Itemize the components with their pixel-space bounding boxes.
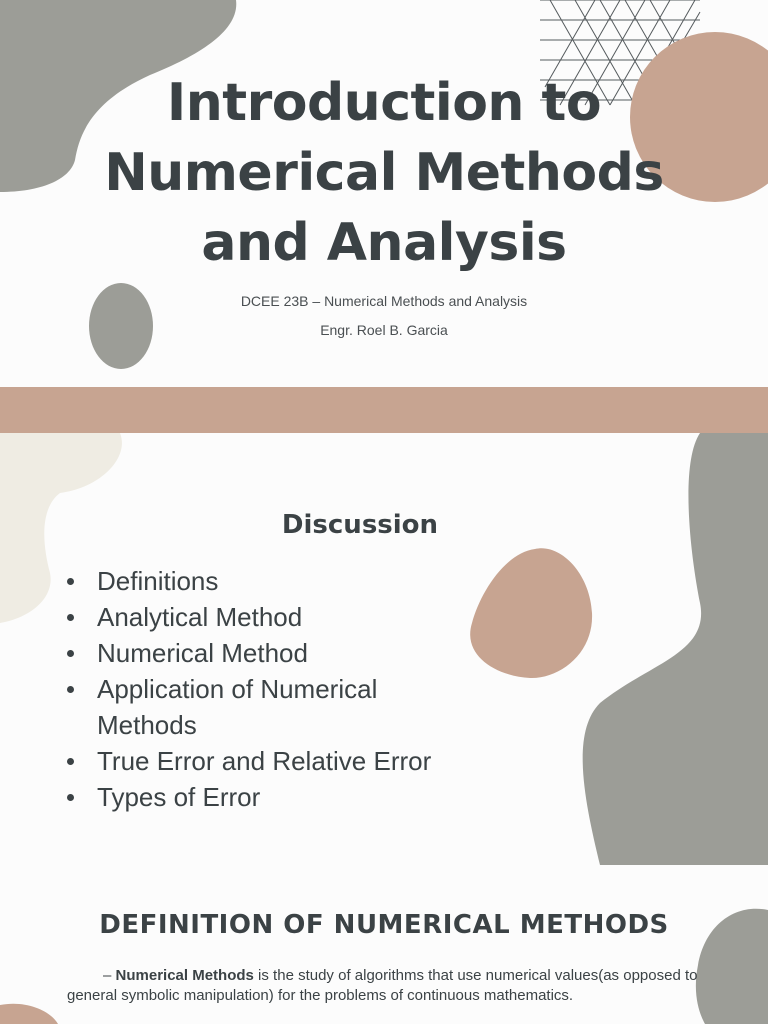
definition-text [67,966,727,1006]
definition-heading: DEFINITION OF NUMERICAL METHODS [99,910,669,940]
title-slide [0,0,768,387]
bullet-icon [67,578,74,585]
discussion-slide [0,433,768,865]
list-item-text: Types of Error [97,782,261,812]
list-item-text: Definitions [97,566,219,596]
definition-term: Numerical Methods [115,967,254,984]
instructor-name: Engr. Roel B. Garcia [320,322,448,338]
tan-blob-bottom-left [0,1004,58,1024]
bullet-icon [67,650,74,657]
bullet-icon [67,614,74,621]
course-subtitle: DCEE 23B – Numerical Methods and Analysis [240,293,528,309]
list-item-text: Numerical Method [97,638,308,668]
list-item-text: Application of Numerical Methods [97,674,378,740]
presentation-title [0,68,768,278]
definition-dash: – [103,967,116,984]
gray-blob-right [583,433,768,865]
title-line: and Analysis [201,213,567,273]
list-item [62,635,502,671]
list-item [62,743,502,779]
definition-slide [0,865,768,1024]
list-item [62,779,502,815]
list-item-text: Analytical Method [97,602,303,632]
bullet-icon [67,686,74,693]
list-item-text: True Error and Relative Error [97,746,432,776]
definition-body: is the study of algorithms that use numerical values(as opposed to general symbolic manipulation) for the problems of continuous mathematics. [67,967,698,1004]
discussion-heading: Discussion [281,510,439,540]
title-line: Introduction to [166,73,602,133]
slide-divider-band [0,387,768,433]
list-item [62,563,502,599]
bullet-icon [67,794,74,801]
discussion-list [62,563,502,815]
title-line: Numerical Methods [104,143,664,203]
list-item [62,671,427,743]
bullet-icon [67,758,74,765]
list-item [62,599,502,635]
